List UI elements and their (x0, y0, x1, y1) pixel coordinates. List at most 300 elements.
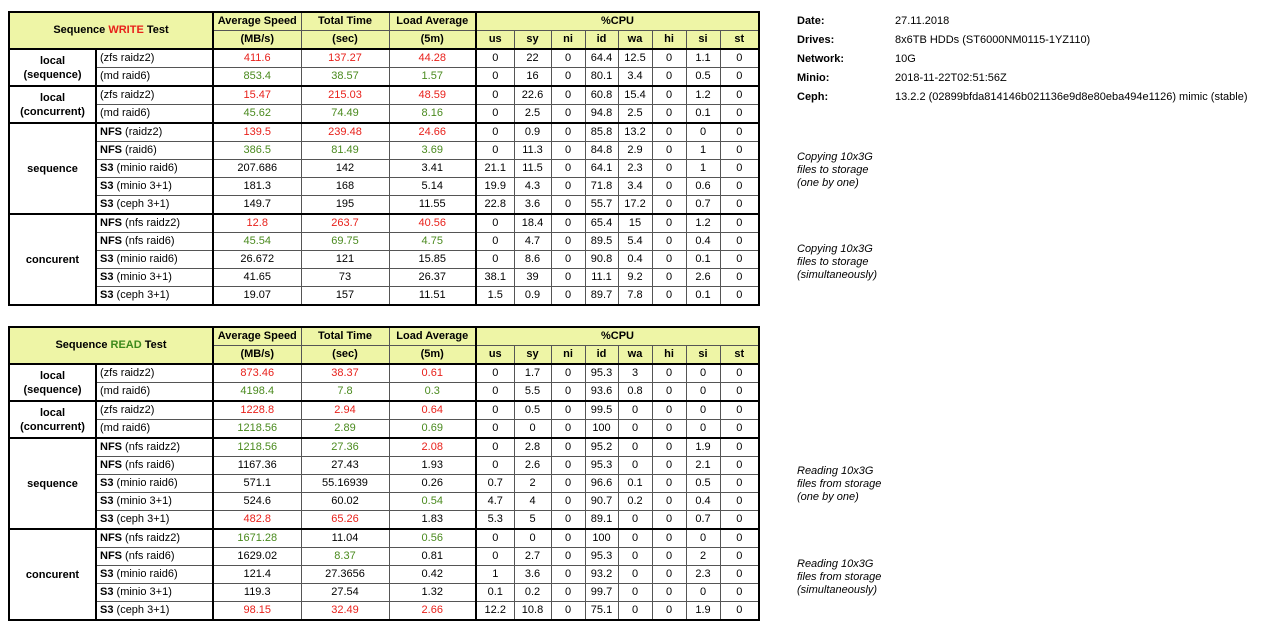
cpu-ni: 0 (551, 233, 585, 251)
row-name (96, 383, 213, 402)
cpu-st: 0 (720, 566, 759, 584)
cpu-si: 0 (686, 401, 720, 420)
row-name (96, 493, 213, 511)
avg-speed: 181.3 (213, 178, 301, 196)
info-row (797, 31, 1247, 50)
cpu-hi: 0 (652, 251, 686, 269)
info-key: Network: (797, 53, 845, 65)
table-row (9, 196, 759, 215)
row-name (96, 142, 213, 160)
cpu-ni: 0 (551, 287, 585, 306)
cpu-us: 19.9 (476, 178, 514, 196)
cpu-sy: 8.6 (514, 251, 551, 269)
cpu-sy: 39 (514, 269, 551, 287)
load-average: 40.56 (389, 214, 476, 233)
avg-speed: 411.6 (213, 49, 301, 68)
cpu-sy: 0.9 (514, 287, 551, 306)
row-target: (nfs raidz2) (122, 441, 181, 453)
avg-speed: 571.1 (213, 475, 301, 493)
row-protocol: S3 (100, 568, 114, 580)
total-time: 27.36 (301, 438, 389, 457)
group-label-line1: local (39, 369, 66, 382)
load-average: 0.3 (389, 383, 476, 402)
cpu-si: 0 (686, 123, 720, 142)
avg-speed: 149.7 (213, 196, 301, 215)
row-name (96, 251, 213, 269)
cpu-id: 80.1 (585, 68, 618, 87)
total-time: 2.89 (301, 420, 389, 439)
row-target: (nfs raid6) (122, 459, 175, 471)
cpu-st: 0 (720, 49, 759, 68)
row-name (96, 529, 213, 548)
cpu-ni: 0 (551, 457, 585, 475)
cpu-si: 2.3 (686, 566, 720, 584)
cpu-us: 0 (476, 68, 514, 87)
cpu-sy: 18.4 (514, 214, 551, 233)
cpu-sy: 11.5 (514, 160, 551, 178)
row-target: (ceph 3+1) (113, 289, 170, 301)
cpu-sy: 3.6 (514, 566, 551, 584)
cpu-ni: 0 (551, 251, 585, 269)
avg-speed: 1167.36 (213, 457, 301, 475)
header-load-unit: (5m) (389, 31, 476, 50)
load-average: 1.83 (389, 511, 476, 530)
info-row (797, 50, 1247, 69)
cpu-ni: 0 (551, 475, 585, 493)
avg-speed: 386.5 (213, 142, 301, 160)
row-protocol: S3 (100, 495, 114, 507)
row-target: (minio 3+1) (113, 495, 172, 507)
group-label-line2: (concurrent) (20, 105, 85, 118)
total-time: 137.27 (301, 49, 389, 68)
row-protocol: S3 (100, 180, 114, 192)
row-name (96, 269, 213, 287)
row-target: (md raid6) (100, 385, 151, 397)
cpu-si: 0 (686, 529, 720, 548)
info-key: Ceph: (797, 91, 829, 103)
row-protocol: S3 (100, 253, 114, 265)
header-avg-speed: Average Speed (213, 12, 301, 31)
group-label-line1: local (39, 54, 66, 67)
load-average: 1.93 (389, 457, 476, 475)
cpu-hi: 0 (652, 420, 686, 439)
cpu-hi: 0 (652, 105, 686, 124)
row-target: (minio raid6) (113, 568, 178, 580)
header-cpu-hi: hi (652, 31, 686, 50)
group-label (9, 401, 96, 438)
cpu-us: 0 (476, 401, 514, 420)
cpu-us: 0 (476, 420, 514, 439)
cpu-wa: 12.5 (618, 49, 652, 68)
cpu-us: 0.7 (476, 475, 514, 493)
cpu-id: 99.7 (585, 584, 618, 602)
row-name (96, 68, 213, 87)
row-target: (raidz2) (122, 126, 163, 138)
cpu-id: 89.1 (585, 511, 618, 530)
note-line: (simultaneously) (797, 584, 878, 596)
cpu-st: 0 (720, 383, 759, 402)
total-time: 32.49 (301, 602, 389, 621)
row-name (96, 584, 213, 602)
table-row (9, 178, 759, 196)
total-time: 239.48 (301, 123, 389, 142)
cpu-ni: 0 (551, 49, 585, 68)
cpu-ni: 0 (551, 584, 585, 602)
header-cpu-id: id (585, 346, 618, 365)
cpu-st: 0 (720, 548, 759, 566)
cpu-si: 0.4 (686, 233, 720, 251)
cpu-si: 1 (686, 160, 720, 178)
load-average: 11.51 (389, 287, 476, 306)
cpu-sy: 16 (514, 68, 551, 87)
table-row (9, 105, 759, 124)
table-row (9, 160, 759, 178)
cpu-hi: 0 (652, 401, 686, 420)
cpu-us: 0 (476, 233, 514, 251)
table-row (9, 511, 759, 530)
table-row (9, 251, 759, 269)
cpu-si: 0.1 (686, 287, 720, 306)
cpu-hi: 0 (652, 287, 686, 306)
cpu-sy: 0.5 (514, 401, 551, 420)
title-prefix: Sequence (53, 24, 109, 36)
cpu-us: 1.5 (476, 287, 514, 306)
total-time: 38.37 (301, 364, 389, 383)
cpu-id: 11.1 (585, 269, 618, 287)
cpu-hi: 0 (652, 178, 686, 196)
load-average: 0.42 (389, 566, 476, 584)
cpu-si: 0.1 (686, 251, 720, 269)
cpu-us: 0 (476, 364, 514, 383)
row-protocol: S3 (100, 604, 114, 616)
note-line: Reading 10x3G (797, 558, 874, 570)
row-target: (ceph 3+1) (113, 604, 170, 616)
cpu-st: 0 (720, 511, 759, 530)
avg-speed: 207.686 (213, 160, 301, 178)
cpu-us: 22.8 (476, 196, 514, 215)
load-average: 26.37 (389, 269, 476, 287)
cpu-si: 0 (686, 364, 720, 383)
row-target: (md raid6) (100, 107, 151, 119)
row-target: (md raid6) (100, 70, 151, 82)
table-row (9, 86, 759, 105)
cpu-si: 1.9 (686, 602, 720, 621)
cpu-us: 0 (476, 251, 514, 269)
avg-speed: 45.62 (213, 105, 301, 124)
avg-speed: 119.3 (213, 584, 301, 602)
cpu-si: 0 (686, 383, 720, 402)
note-line: files to storage (797, 256, 869, 268)
header-speed-unit: (MB/s) (213, 346, 301, 365)
header-cpu: %CPU (476, 327, 759, 346)
cpu-ni: 0 (551, 420, 585, 439)
load-average: 1.32 (389, 584, 476, 602)
cpu-us: 0.1 (476, 584, 514, 602)
header-cpu-si: si (686, 346, 720, 365)
cpu-ni: 0 (551, 86, 585, 105)
cpu-hi: 0 (652, 86, 686, 105)
total-time: 65.26 (301, 511, 389, 530)
cpu-si: 0.5 (686, 475, 720, 493)
cpu-id: 99.5 (585, 401, 618, 420)
load-average: 1.57 (389, 68, 476, 87)
avg-speed: 1671.28 (213, 529, 301, 548)
write-sequence-note (797, 151, 917, 190)
avg-speed: 524.6 (213, 493, 301, 511)
header-cpu-id: id (585, 31, 618, 50)
group-label-line1: concurent (25, 253, 80, 266)
cpu-us: 0 (476, 49, 514, 68)
cpu-st: 0 (720, 142, 759, 160)
cpu-wa: 5.4 (618, 233, 652, 251)
avg-speed: 12.8 (213, 214, 301, 233)
cpu-wa: 2.9 (618, 142, 652, 160)
load-average: 44.28 (389, 49, 476, 68)
cpu-id: 100 (585, 529, 618, 548)
table-row (9, 401, 759, 420)
group-label (9, 123, 96, 214)
cpu-hi: 0 (652, 214, 686, 233)
cpu-st: 0 (720, 493, 759, 511)
group-label (9, 49, 96, 86)
cpu-wa: 0 (618, 457, 652, 475)
info-row (797, 69, 1247, 88)
cpu-si: 2.6 (686, 269, 720, 287)
row-protocol: S3 (100, 513, 114, 525)
cpu-hi: 0 (652, 123, 686, 142)
load-average: 11.55 (389, 196, 476, 215)
cpu-wa: 0 (618, 602, 652, 621)
load-average: 0.69 (389, 420, 476, 439)
cpu-id: 96.6 (585, 475, 618, 493)
cpu-si: 0.5 (686, 68, 720, 87)
cpu-sy: 0.2 (514, 584, 551, 602)
cpu-sy: 0 (514, 529, 551, 548)
row-target: (zfs raidz2) (100, 404, 155, 416)
row-target: (ceph 3+1) (113, 513, 170, 525)
avg-speed: 121.4 (213, 566, 301, 584)
cpu-st: 0 (720, 287, 759, 306)
cpu-wa: 15.4 (618, 86, 652, 105)
cpu-st: 0 (720, 438, 759, 457)
cpu-wa: 9.2 (618, 269, 652, 287)
avg-speed: 482.8 (213, 511, 301, 530)
avg-speed: 98.15 (213, 602, 301, 621)
row-target: (zfs raidz2) (100, 52, 155, 64)
note-line: files from storage (797, 478, 882, 490)
total-time: 7.8 (301, 383, 389, 402)
total-time: 8.37 (301, 548, 389, 566)
header-total-time: Total Time (301, 327, 389, 346)
cpu-sy: 22.6 (514, 86, 551, 105)
cpu-us: 0 (476, 457, 514, 475)
info-key: Date: (797, 15, 825, 27)
cpu-id: 65.4 (585, 214, 618, 233)
total-time: 195 (301, 196, 389, 215)
note-line: (one by one) (797, 491, 859, 503)
cpu-sy: 4 (514, 493, 551, 511)
row-target: (ceph 3+1) (113, 198, 170, 210)
group-label (9, 86, 96, 123)
cpu-wa: 0.1 (618, 475, 652, 493)
table-row (9, 475, 759, 493)
cpu-id: 93.2 (585, 566, 618, 584)
row-target: (minio raid6) (113, 162, 178, 174)
table-row (9, 383, 759, 402)
cpu-st: 0 (720, 196, 759, 215)
cpu-us: 0 (476, 105, 514, 124)
cpu-us: 4.7 (476, 493, 514, 511)
cpu-st: 0 (720, 105, 759, 124)
total-time: 27.3656 (301, 566, 389, 584)
header-cpu-ni: ni (551, 346, 585, 365)
cpu-st: 0 (720, 529, 759, 548)
table-row (9, 566, 759, 584)
table-row (9, 214, 759, 233)
cpu-ni: 0 (551, 123, 585, 142)
row-target: (nfs raid6) (122, 235, 175, 247)
cpu-id: 95.3 (585, 457, 618, 475)
note-line: (one by one) (797, 177, 859, 189)
row-name (96, 364, 213, 383)
group-label-line1: local (39, 406, 66, 419)
avg-speed: 45.54 (213, 233, 301, 251)
row-name (96, 233, 213, 251)
title-suffix: Test (141, 339, 167, 351)
header-cpu-sy: sy (514, 31, 551, 50)
cpu-si: 0.4 (686, 493, 720, 511)
note-line: Copying 10x3G (797, 151, 873, 163)
group-label (9, 438, 96, 529)
cpu-ni: 0 (551, 383, 585, 402)
cpu-hi: 0 (652, 269, 686, 287)
title-highlight: WRITE (108, 24, 144, 36)
cpu-st: 0 (720, 123, 759, 142)
cpu-hi: 0 (652, 383, 686, 402)
row-target: (zfs raidz2) (100, 89, 155, 101)
cpu-us: 0 (476, 529, 514, 548)
avg-speed: 1218.56 (213, 420, 301, 439)
group-label (9, 364, 96, 401)
cpu-ni: 0 (551, 364, 585, 383)
cpu-hi: 0 (652, 548, 686, 566)
cpu-wa: 2.3 (618, 160, 652, 178)
cpu-wa: 15 (618, 214, 652, 233)
row-name (96, 287, 213, 306)
group-label-line2: (concurrent) (20, 420, 85, 433)
total-time: 73 (301, 269, 389, 287)
cpu-ni: 0 (551, 602, 585, 621)
cpu-us: 21.1 (476, 160, 514, 178)
row-protocol: NFS (100, 459, 122, 471)
row-protocol: NFS (100, 144, 122, 156)
cpu-id: 84.8 (585, 142, 618, 160)
total-time: 121 (301, 251, 389, 269)
cpu-hi: 0 (652, 529, 686, 548)
cpu-st: 0 (720, 178, 759, 196)
cpu-sy: 11.3 (514, 142, 551, 160)
total-time: 27.43 (301, 457, 389, 475)
load-average: 5.14 (389, 178, 476, 196)
cpu-wa: 0 (618, 420, 652, 439)
cpu-sy: 0.9 (514, 123, 551, 142)
cpu-si: 1 (686, 142, 720, 160)
cpu-st: 0 (720, 584, 759, 602)
cpu-id: 95.2 (585, 438, 618, 457)
cpu-wa: 0 (618, 511, 652, 530)
cpu-ni: 0 (551, 214, 585, 233)
cpu-hi: 0 (652, 457, 686, 475)
table-row (9, 584, 759, 602)
cpu-ni: 0 (551, 160, 585, 178)
cpu-ni: 0 (551, 105, 585, 124)
cpu-st: 0 (720, 214, 759, 233)
cpu-st: 0 (720, 86, 759, 105)
load-average: 15.85 (389, 251, 476, 269)
avg-speed: 1228.8 (213, 401, 301, 420)
load-average: 3.41 (389, 160, 476, 178)
row-protocol: NFS (100, 126, 122, 138)
read-concurrent-note (797, 558, 917, 597)
cpu-wa: 0 (618, 584, 652, 602)
avg-speed: 853.4 (213, 68, 301, 87)
cpu-sy: 0 (514, 420, 551, 439)
read-test-table (8, 326, 760, 621)
cpu-ni: 0 (551, 566, 585, 584)
cpu-hi: 0 (652, 196, 686, 215)
cpu-st: 0 (720, 401, 759, 420)
row-protocol: S3 (100, 162, 114, 174)
row-protocol: NFS (100, 532, 122, 544)
cpu-hi: 0 (652, 475, 686, 493)
cpu-id: 90.7 (585, 493, 618, 511)
cpu-ni: 0 (551, 269, 585, 287)
cpu-sy: 4.3 (514, 178, 551, 196)
cpu-wa: 0 (618, 548, 652, 566)
avg-speed: 4198.4 (213, 383, 301, 402)
row-target: (nfs raid6) (122, 550, 175, 562)
cpu-id: 64.4 (585, 49, 618, 68)
row-name (96, 401, 213, 420)
total-time: 69.75 (301, 233, 389, 251)
row-name (96, 602, 213, 621)
load-average: 0.64 (389, 401, 476, 420)
group-label-line1: sequence (27, 477, 78, 490)
info-row (797, 12, 1247, 31)
write-concurrent-note (797, 243, 917, 282)
row-name (96, 86, 213, 105)
cpu-hi: 0 (652, 602, 686, 621)
table-row (9, 457, 759, 475)
table-row (9, 493, 759, 511)
cpu-id: 94.8 (585, 105, 618, 124)
avg-speed: 1629.02 (213, 548, 301, 566)
header-avg-speed: Average Speed (213, 327, 301, 346)
table-row (9, 123, 759, 142)
row-protocol: S3 (100, 289, 114, 301)
row-target: (md raid6) (100, 422, 151, 434)
cpu-sy: 22 (514, 49, 551, 68)
cpu-sy: 2.8 (514, 438, 551, 457)
avg-speed: 41.65 (213, 269, 301, 287)
row-target: (nfs raidz2) (122, 217, 181, 229)
table-row (9, 269, 759, 287)
avg-speed: 26.672 (213, 251, 301, 269)
group-label-line2: (sequence) (23, 383, 82, 396)
row-name (96, 49, 213, 68)
info-value: 10G (895, 53, 916, 65)
load-average: 2.08 (389, 438, 476, 457)
